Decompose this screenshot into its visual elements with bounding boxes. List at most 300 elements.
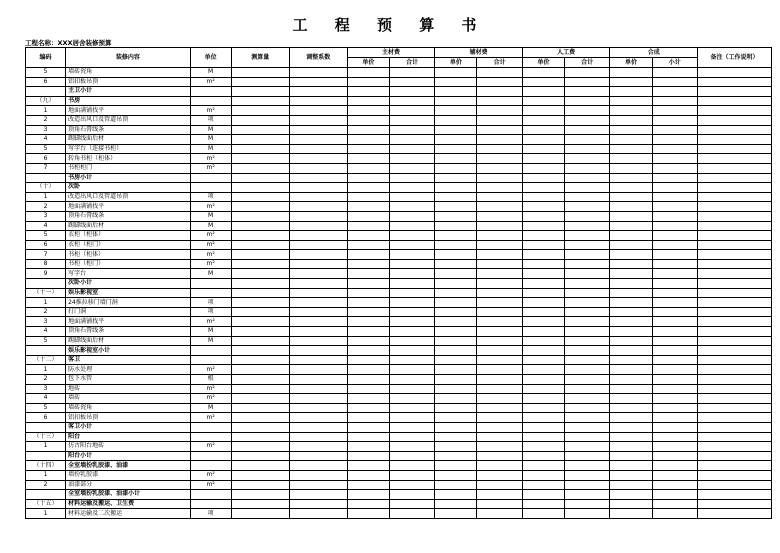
- empty-cell: [289, 231, 347, 241]
- empty-cell: [477, 259, 522, 269]
- empty-cell: [477, 144, 522, 154]
- empty-cell: [389, 307, 434, 317]
- empty-cell: [652, 288, 697, 298]
- empty-cell: [697, 231, 771, 241]
- empty-cell: [289, 240, 347, 250]
- empty-cell: [565, 279, 610, 289]
- empty-cell: [565, 480, 610, 490]
- empty-cell: [347, 432, 389, 442]
- empty-cell: [231, 365, 289, 375]
- empty-cell: [477, 279, 522, 289]
- empty-cell: [389, 461, 434, 471]
- empty-cell: [522, 384, 564, 394]
- empty-cell: [565, 87, 610, 97]
- empty-cell: [347, 183, 389, 193]
- empty-cell: [435, 451, 477, 461]
- empty-cell: [435, 211, 477, 221]
- row-code: （十）: [26, 183, 66, 193]
- empty-cell: [389, 240, 434, 250]
- row-content: 防水处理: [66, 365, 190, 375]
- empty-cell: [697, 346, 771, 356]
- empty-cell: [652, 403, 697, 413]
- empty-cell: [652, 384, 697, 394]
- empty-cell: [231, 279, 289, 289]
- empty-cell: [389, 470, 434, 480]
- empty-cell: [522, 96, 564, 106]
- empty-cell: [231, 144, 289, 154]
- empty-cell: [389, 403, 434, 413]
- empty-cell: [347, 125, 389, 135]
- empty-cell: [289, 509, 347, 519]
- row-content: 次卧小计: [66, 279, 190, 289]
- empty-cell: [697, 211, 771, 221]
- empty-cell: [289, 451, 347, 461]
- empty-cell: [347, 77, 389, 87]
- row-unit: m²: [190, 317, 231, 327]
- table-row: [26, 384, 772, 394]
- table-row: [26, 336, 772, 346]
- empty-cell: [347, 355, 389, 365]
- empty-cell: [477, 115, 522, 125]
- empty-cell: [347, 384, 389, 394]
- empty-cell: [610, 288, 652, 298]
- table-row: [26, 365, 772, 375]
- empty-cell: [522, 509, 564, 519]
- empty-cell: [565, 317, 610, 327]
- row-content: 地面满铺找平: [66, 317, 190, 327]
- row-content: 地面满铺找平: [66, 106, 190, 116]
- empty-cell: [477, 288, 522, 298]
- empty-cell: [389, 250, 434, 260]
- empty-cell: [435, 144, 477, 154]
- empty-cell: [697, 413, 771, 423]
- header-aux-material: 辅材费: [435, 48, 523, 58]
- empty-cell: [289, 154, 347, 164]
- empty-cell: [389, 202, 434, 212]
- empty-cell: [565, 259, 610, 269]
- table-row: [26, 499, 772, 509]
- empty-cell: [610, 96, 652, 106]
- row-content: 阳台: [66, 432, 190, 442]
- empty-cell: [610, 250, 652, 260]
- empty-cell: [435, 269, 477, 279]
- empty-cell: [347, 106, 389, 116]
- empty-cell: [652, 509, 697, 519]
- empty-cell: [652, 96, 697, 106]
- empty-cell: [697, 163, 771, 173]
- empty-cell: [389, 259, 434, 269]
- empty-cell: [347, 480, 389, 490]
- empty-cell: [347, 442, 389, 452]
- empty-cell: [565, 346, 610, 356]
- empty-cell: [652, 125, 697, 135]
- row-unit: m²: [190, 413, 231, 423]
- empty-cell: [347, 115, 389, 125]
- empty-cell: [565, 106, 610, 116]
- empty-cell: [697, 77, 771, 87]
- empty-cell: [565, 355, 610, 365]
- empty-cell: [435, 87, 477, 97]
- empty-cell: [347, 451, 389, 461]
- row-unit: [190, 490, 231, 500]
- row-content: 客卫: [66, 355, 190, 365]
- project-name: 工程名称：XXX居舍装修预算: [25, 39, 112, 47]
- row-unit: m²: [190, 259, 231, 269]
- empty-cell: [652, 68, 697, 78]
- empty-cell: [389, 183, 434, 193]
- table-row: [26, 403, 772, 413]
- table-row: [26, 125, 772, 135]
- empty-cell: [389, 221, 434, 231]
- table-row: [26, 490, 772, 500]
- row-unit: m²: [190, 154, 231, 164]
- row-content: 客卫小计: [66, 422, 190, 432]
- row-content: 墙砖瓷角: [66, 68, 190, 78]
- empty-cell: [697, 298, 771, 308]
- empty-cell: [652, 135, 697, 145]
- empty-cell: [477, 375, 522, 385]
- empty-cell: [231, 509, 289, 519]
- row-code: 4: [26, 327, 66, 337]
- empty-cell: [697, 154, 771, 164]
- empty-cell: [347, 413, 389, 423]
- empty-cell: [522, 106, 564, 116]
- empty-cell: [435, 403, 477, 413]
- empty-cell: [231, 355, 289, 365]
- subheader-main-total: 合计: [389, 58, 434, 68]
- row-unit: 项: [190, 307, 231, 317]
- empty-cell: [697, 355, 771, 365]
- empty-cell: [610, 211, 652, 221]
- row-content: 次卧: [66, 183, 190, 193]
- empty-cell: [652, 183, 697, 193]
- empty-cell: [565, 413, 610, 423]
- table-row: [26, 163, 772, 173]
- empty-cell: [435, 135, 477, 145]
- row-unit: m²: [190, 106, 231, 116]
- empty-cell: [565, 461, 610, 471]
- subheader-combined-subtotal: 小计: [652, 58, 697, 68]
- empty-cell: [231, 68, 289, 78]
- empty-cell: [522, 336, 564, 346]
- empty-cell: [435, 442, 477, 452]
- row-unit: m²: [190, 384, 231, 394]
- empty-cell: [522, 461, 564, 471]
- subheader-main-unit-price: 单价: [347, 58, 389, 68]
- empty-cell: [231, 346, 289, 356]
- row-content: 书房小计: [66, 173, 190, 183]
- empty-cell: [435, 96, 477, 106]
- row-code: 8: [26, 259, 66, 269]
- table-row: [26, 327, 772, 337]
- row-unit: m²: [190, 202, 231, 212]
- row-unit: M: [190, 403, 231, 413]
- table-row: [26, 432, 772, 442]
- empty-cell: [697, 183, 771, 193]
- header-content: 装修内容: [66, 48, 190, 68]
- empty-cell: [565, 403, 610, 413]
- empty-cell: [610, 384, 652, 394]
- empty-cell: [231, 461, 289, 471]
- table-row: [26, 96, 772, 106]
- empty-cell: [347, 221, 389, 231]
- empty-cell: [522, 317, 564, 327]
- empty-cell: [435, 202, 477, 212]
- empty-cell: [389, 279, 434, 289]
- empty-cell: [389, 135, 434, 145]
- row-code: 6: [26, 77, 66, 87]
- empty-cell: [610, 346, 652, 356]
- empty-cell: [289, 221, 347, 231]
- empty-cell: [522, 355, 564, 365]
- row-code: 7: [26, 163, 66, 173]
- empty-cell: [522, 403, 564, 413]
- row-code: 9: [26, 269, 66, 279]
- row-code: 2: [26, 480, 66, 490]
- empty-cell: [289, 346, 347, 356]
- empty-cell: [347, 461, 389, 471]
- empty-cell: [522, 87, 564, 97]
- empty-cell: [435, 154, 477, 164]
- empty-cell: [522, 269, 564, 279]
- row-content: 改造出风口及管道吊顶: [66, 192, 190, 202]
- empty-cell: [522, 394, 564, 404]
- empty-cell: [289, 470, 347, 480]
- empty-cell: [652, 490, 697, 500]
- empty-cell: [697, 307, 771, 317]
- empty-cell: [231, 480, 289, 490]
- row-code: [26, 490, 66, 500]
- empty-cell: [347, 317, 389, 327]
- row-code: 3: [26, 125, 66, 135]
- empty-cell: [389, 211, 434, 221]
- row-unit: m²: [190, 470, 231, 480]
- empty-cell: [565, 336, 610, 346]
- row-code: 5: [26, 68, 66, 78]
- row-code: [26, 279, 66, 289]
- row-content: 书柜（柜门）: [66, 259, 190, 269]
- empty-cell: [610, 490, 652, 500]
- empty-cell: [389, 106, 434, 116]
- empty-cell: [697, 403, 771, 413]
- empty-cell: [652, 432, 697, 442]
- empty-cell: [652, 202, 697, 212]
- empty-cell: [652, 336, 697, 346]
- empty-cell: [347, 375, 389, 385]
- empty-cell: [522, 211, 564, 221]
- empty-cell: [610, 192, 652, 202]
- empty-cell: [652, 298, 697, 308]
- table-row: [26, 259, 772, 269]
- empty-cell: [231, 490, 289, 500]
- empty-cell: [610, 355, 652, 365]
- empty-cell: [610, 115, 652, 125]
- empty-cell: [477, 451, 522, 461]
- empty-cell: [347, 307, 389, 317]
- empty-cell: [697, 269, 771, 279]
- empty-cell: [522, 422, 564, 432]
- header-total-group: 合成: [610, 48, 698, 58]
- empty-cell: [477, 192, 522, 202]
- empty-cell: [289, 269, 347, 279]
- empty-cell: [347, 422, 389, 432]
- row-unit: m²: [190, 480, 231, 490]
- row-unit: [190, 499, 231, 509]
- row-unit: m²: [190, 77, 231, 87]
- subheader-labor-total: 合计: [565, 58, 610, 68]
- empty-cell: [389, 96, 434, 106]
- empty-cell: [477, 68, 522, 78]
- row-code: 4: [26, 394, 66, 404]
- empty-cell: [522, 115, 564, 125]
- row-content: 顶角石膏线条: [66, 211, 190, 221]
- empty-cell: [697, 125, 771, 135]
- empty-cell: [610, 279, 652, 289]
- empty-cell: [347, 154, 389, 164]
- empty-cell: [522, 221, 564, 231]
- row-content: 衣柜（柜门）: [66, 240, 190, 250]
- empty-cell: [610, 509, 652, 519]
- empty-cell: [610, 470, 652, 480]
- empty-cell: [652, 394, 697, 404]
- empty-cell: [610, 269, 652, 279]
- empty-cell: [610, 480, 652, 490]
- empty-cell: [652, 365, 697, 375]
- empty-cell: [231, 413, 289, 423]
- empty-cell: [565, 442, 610, 452]
- empty-cell: [652, 461, 697, 471]
- empty-cell: [477, 490, 522, 500]
- row-content: 墙砖: [66, 394, 190, 404]
- empty-cell: [697, 96, 771, 106]
- row-content: 主卫小计: [66, 87, 190, 97]
- row-code: （十五）: [26, 499, 66, 509]
- table-row: [26, 288, 772, 298]
- empty-cell: [289, 202, 347, 212]
- empty-cell: [522, 375, 564, 385]
- empty-cell: [697, 87, 771, 97]
- empty-cell: [289, 394, 347, 404]
- empty-cell: [610, 375, 652, 385]
- empty-cell: [697, 336, 771, 346]
- empty-cell: [697, 432, 771, 442]
- table-row: [26, 154, 772, 164]
- empty-cell: [565, 77, 610, 87]
- empty-cell: [697, 106, 771, 116]
- empty-cell: [389, 192, 434, 202]
- row-content: 打门洞: [66, 307, 190, 317]
- empty-cell: [231, 403, 289, 413]
- empty-cell: [289, 163, 347, 173]
- empty-cell: [697, 384, 771, 394]
- table-row: [26, 115, 772, 125]
- empty-cell: [435, 365, 477, 375]
- empty-cell: [522, 163, 564, 173]
- empty-cell: [347, 250, 389, 260]
- table-row: [26, 279, 772, 289]
- empty-cell: [435, 298, 477, 308]
- empty-cell: [435, 231, 477, 241]
- row-content: 地面满铺找平: [66, 202, 190, 212]
- empty-cell: [435, 490, 477, 500]
- empty-cell: [289, 125, 347, 135]
- empty-cell: [652, 279, 697, 289]
- empty-cell: [565, 144, 610, 154]
- empty-cell: [522, 68, 564, 78]
- row-content: 书房: [66, 96, 190, 106]
- row-code: （十一）: [26, 288, 66, 298]
- row-code: 6: [26, 413, 66, 423]
- empty-cell: [565, 365, 610, 375]
- empty-cell: [522, 202, 564, 212]
- empty-cell: [610, 221, 652, 231]
- row-code: 5: [26, 231, 66, 241]
- empty-cell: [522, 442, 564, 452]
- empty-cell: [697, 115, 771, 125]
- empty-cell: [477, 77, 522, 87]
- empty-cell: [231, 231, 289, 241]
- empty-cell: [231, 96, 289, 106]
- empty-cell: [610, 461, 652, 471]
- empty-cell: [565, 327, 610, 337]
- empty-cell: [477, 403, 522, 413]
- header-quantity: 测算量: [231, 48, 289, 68]
- empty-cell: [697, 173, 771, 183]
- header-labor: 人工费: [522, 48, 610, 58]
- row-unit: [190, 96, 231, 106]
- row-unit: [190, 355, 231, 365]
- empty-cell: [289, 173, 347, 183]
- row-content: 铝扣板吊顶: [66, 77, 190, 87]
- empty-cell: [289, 106, 347, 116]
- empty-cell: [347, 87, 389, 97]
- empty-cell: [389, 384, 434, 394]
- empty-cell: [289, 384, 347, 394]
- empty-cell: [347, 288, 389, 298]
- empty-cell: [565, 375, 610, 385]
- empty-cell: [477, 461, 522, 471]
- empty-cell: [389, 375, 434, 385]
- empty-cell: [565, 288, 610, 298]
- row-code: [26, 87, 66, 97]
- empty-cell: [477, 183, 522, 193]
- table-row: [26, 413, 772, 423]
- empty-cell: [389, 480, 434, 490]
- empty-cell: [289, 279, 347, 289]
- empty-cell: [522, 77, 564, 87]
- empty-cell: [389, 490, 434, 500]
- table-row: [26, 442, 772, 452]
- empty-cell: [289, 183, 347, 193]
- empty-cell: [389, 336, 434, 346]
- empty-cell: [477, 87, 522, 97]
- empty-cell: [565, 307, 610, 317]
- empty-cell: [477, 173, 522, 183]
- empty-cell: [231, 307, 289, 317]
- empty-cell: [652, 327, 697, 337]
- row-code: 1: [26, 298, 66, 308]
- empty-cell: [231, 87, 289, 97]
- empty-cell: [389, 231, 434, 241]
- row-code: [26, 451, 66, 461]
- empty-cell: [231, 135, 289, 145]
- empty-cell: [565, 394, 610, 404]
- row-content: 改造出风口及管道吊顶: [66, 115, 190, 125]
- empty-cell: [652, 77, 697, 87]
- row-unit: m²: [190, 231, 231, 241]
- empty-cell: [477, 135, 522, 145]
- empty-cell: [610, 77, 652, 87]
